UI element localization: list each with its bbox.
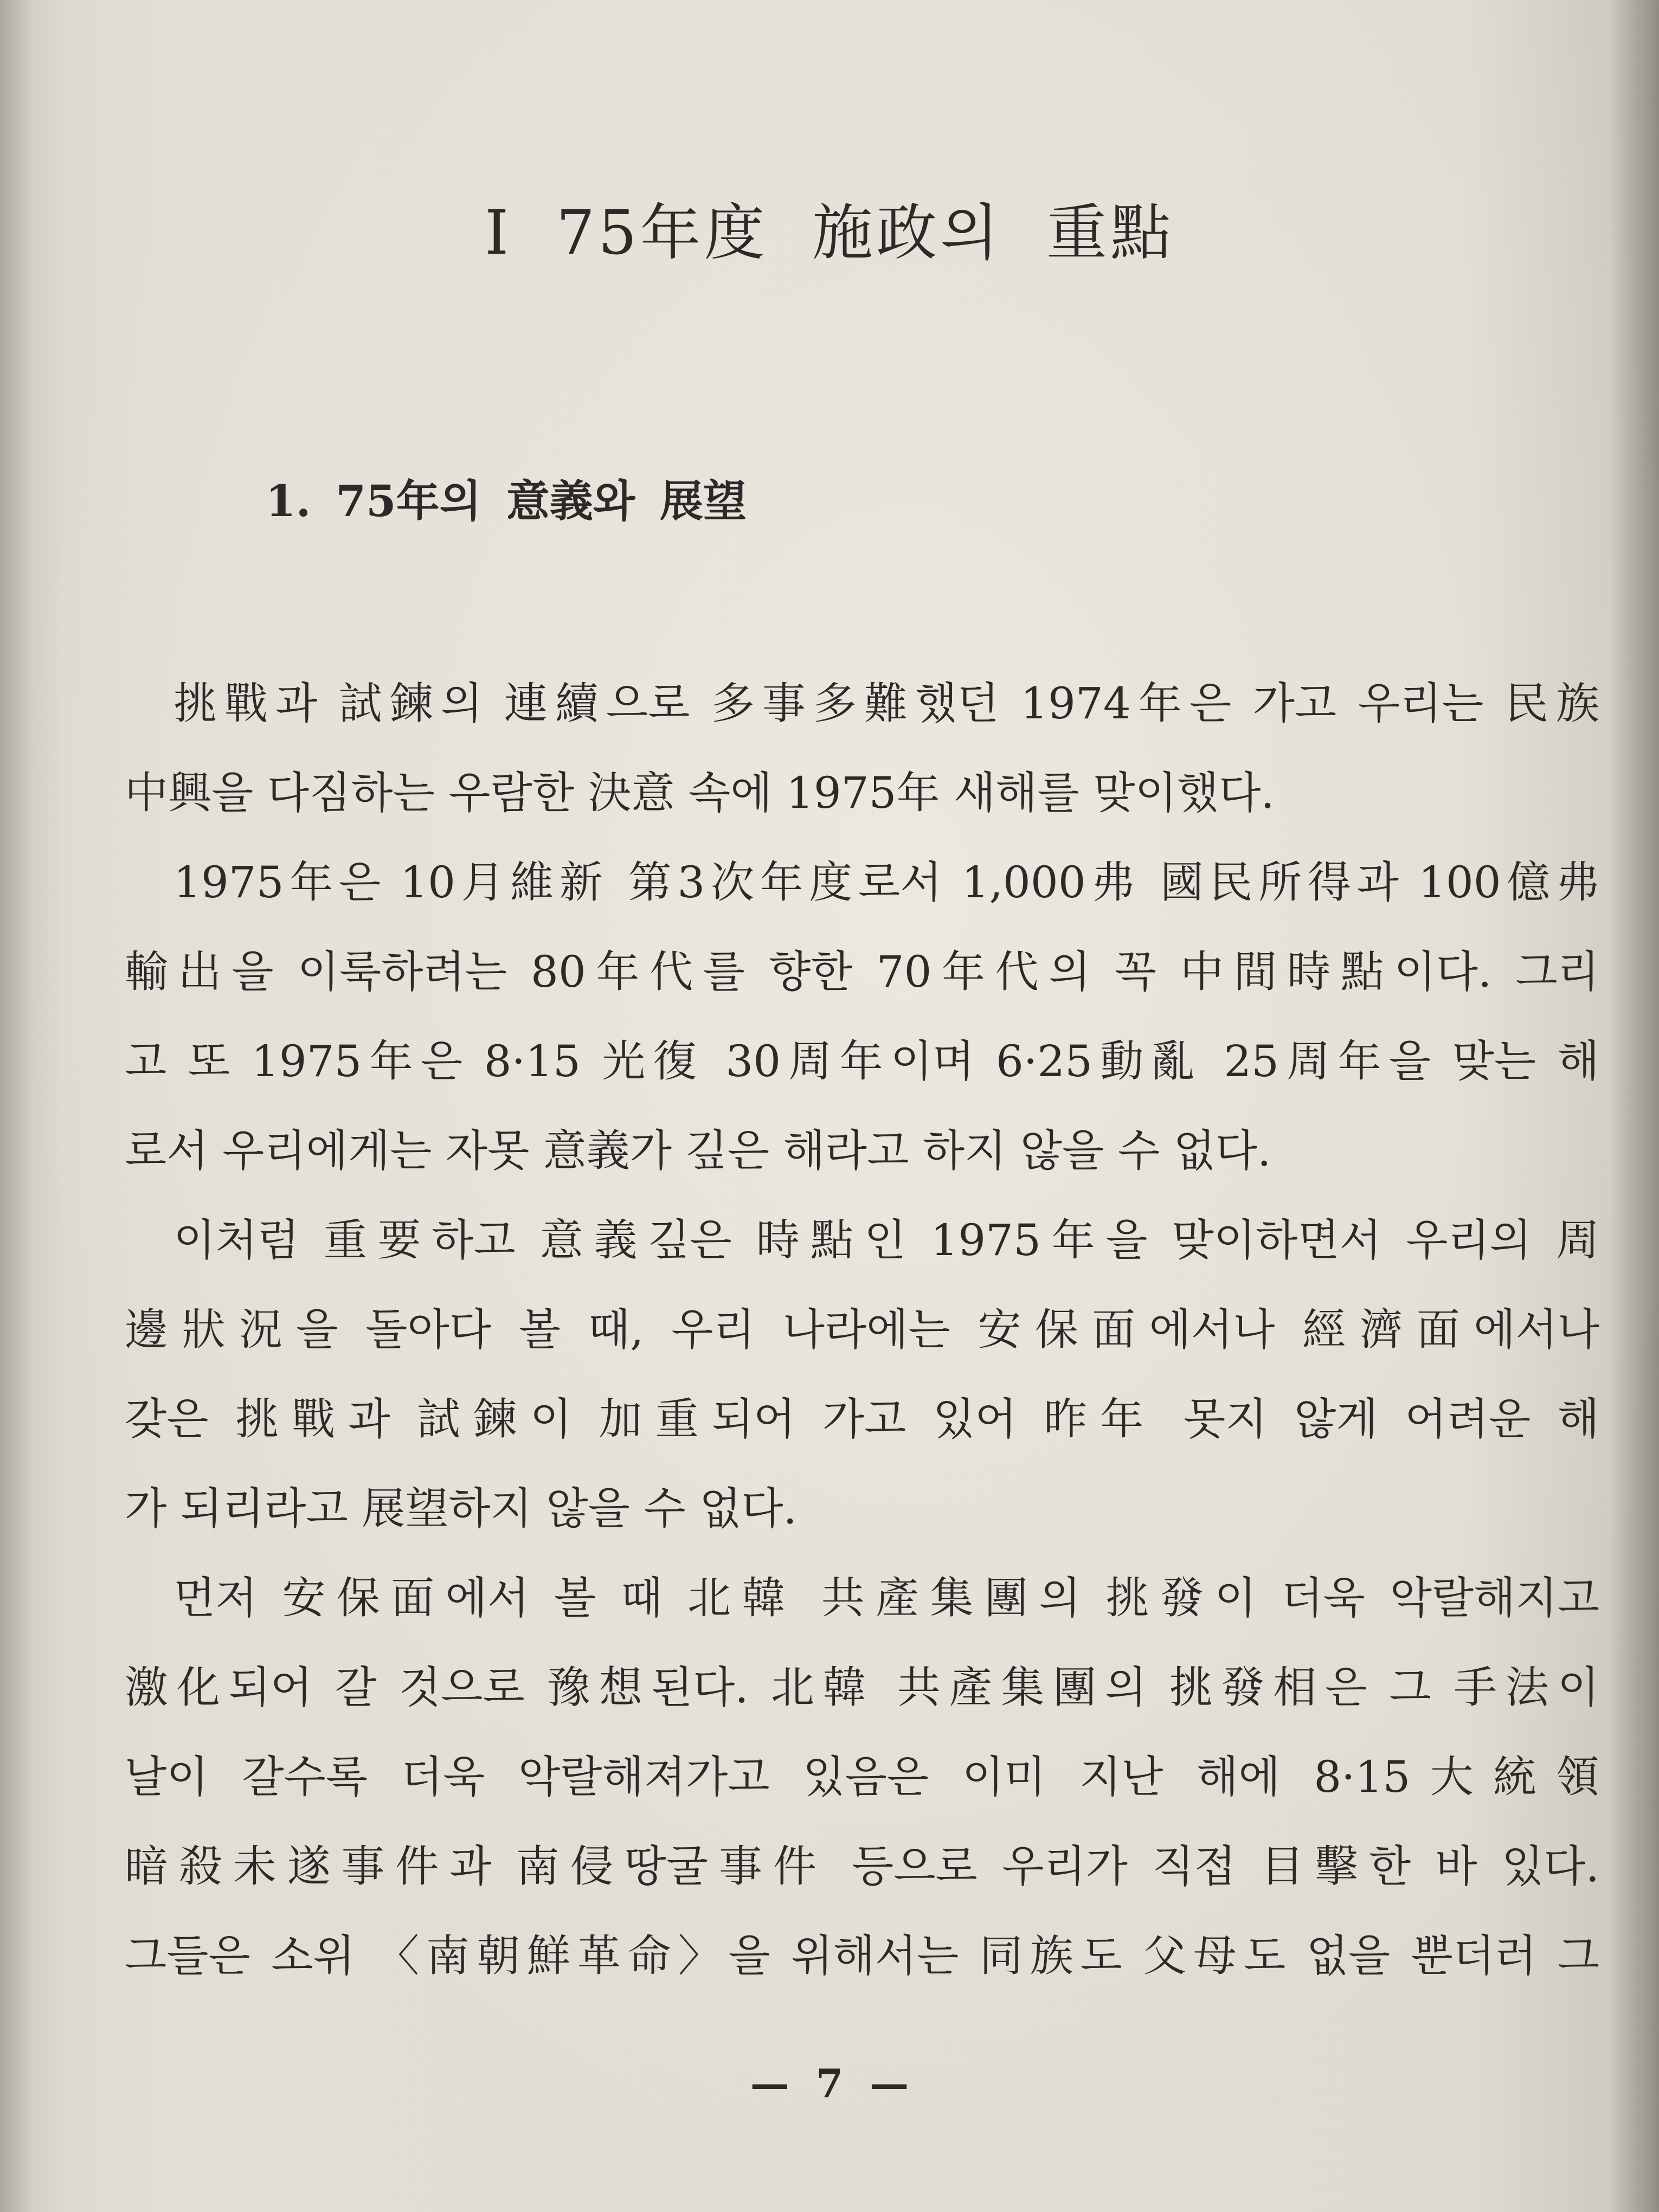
text-line: 갖은 挑戰과 試鍊이 加重되어 가고 있어 昨年 못지 않게 어려운 해: [125, 1394, 1599, 1444]
chapter-title: Ⅰ 75年度 施政의 重點: [485, 198, 1174, 268]
text-line: 로서 우리에게는 자못 意義가 깊은 해라고 하지 않을 수 없다.: [125, 1126, 1271, 1176]
text-line: 고 또 1975年은 8·15 光復 30周年이며 6·25動亂 25周年을 맞는 해: [125, 1036, 1599, 1086]
text-line: 激化되어 갈 것으로 豫想된다. 北韓 共產集團의 挑發相은 그 手法이: [125, 1662, 1599, 1713]
text-line: 邊狀況을 돌아다 볼 때, 우리 나라에는 安保面에서나 經濟面에서나: [125, 1304, 1599, 1355]
text-line: 挑戰과 試鍊의 連續으로 多事多難했던 1974年은 가고 우리는 民族: [173, 678, 1599, 729]
body-text: [125, 659, 1599, 2001]
text-line: 暗殺未遂事件과 南侵땅굴事件 등으로 우리가 직접 目擊한 바 있다.: [125, 1841, 1599, 1892]
text-line: 날이 갈수록 더욱 악랄해져가고 있음은 이미 지난 해에 8·15大統領: [125, 1752, 1599, 1802]
section-title: 1. 75年의 意義와 展望: [266, 475, 747, 526]
text-line: 가 되리라고 展望하지 않을 수 없다.: [125, 1483, 797, 1534]
text-line: 이처럼 重要하고 意義깊은 時點인 1975年을 맞이하면서 우리의 周: [173, 1215, 1599, 1265]
text-line: 輸出을 이룩하려는 80年代를 향한 70年代의 꼭 中間時點이다. 그리: [125, 947, 1599, 997]
page-number: — 7 —: [750, 2060, 909, 2106]
text-line: 中興을 다짐하는 우람한 決意 속에 1975年 새해를 맞이했다.: [125, 768, 1275, 818]
text-line: 1975年은 10月維新 第3次年度로서 1,000弗 國民所得과 100億弗: [173, 857, 1599, 908]
text-line: 먼저 安保面에서 볼 때 北韓 共產集團의 挑發이 더욱 악랄해지고: [173, 1573, 1599, 1623]
text-line: 그들은 소위 〈南朝鮮革命〉을 위해서는 同族도 父母도 없을 뿐더러 그: [125, 1931, 1599, 1981]
